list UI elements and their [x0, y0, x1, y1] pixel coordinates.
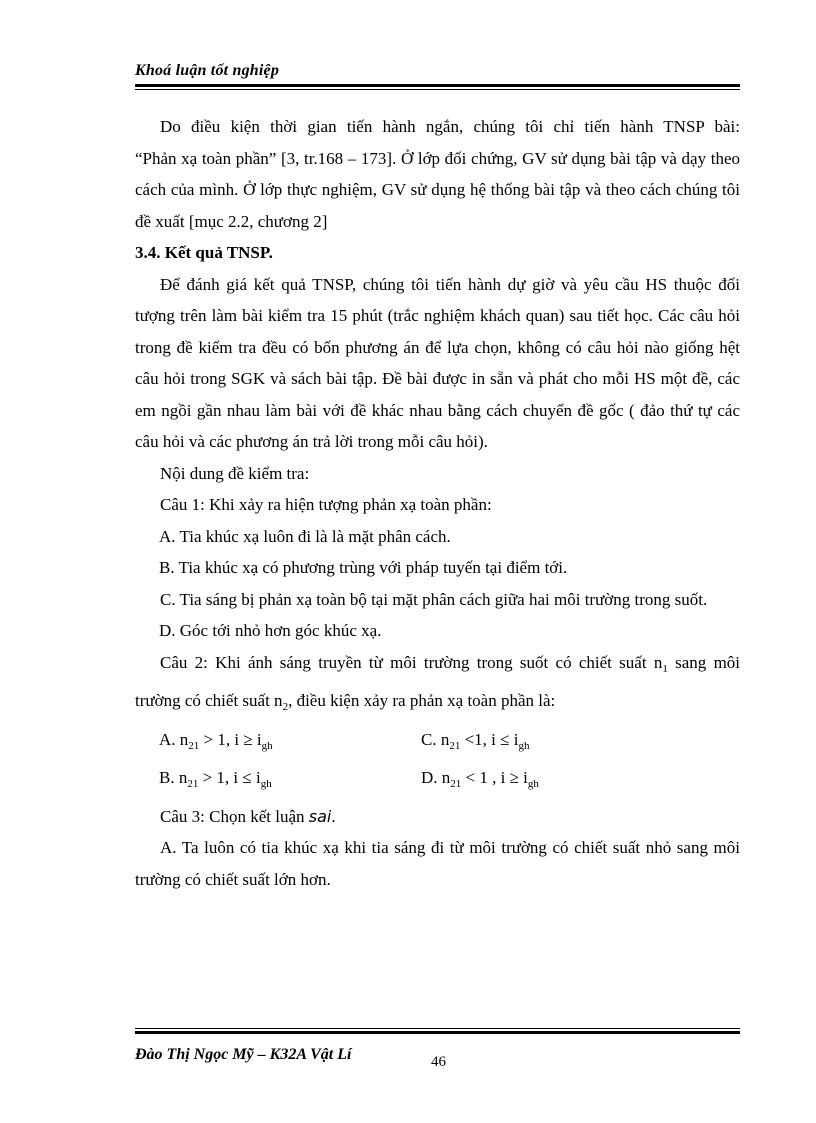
section-heading: 3.4. Kết quả TNSP.	[135, 243, 273, 262]
footer-author: Đào Thị Ngọc Mỹ – K32A Vật Lí	[135, 1046, 352, 1063]
q3-option-a: A. Ta luôn có tia khúc xạ khi tia sáng đi từ môi trường có chiết suất nhỏ sang môi trường có chiết suất lớn hơn.	[135, 838, 740, 889]
page-body	[135, 111, 740, 895]
q2-option-c: C. $n_{21} <1$, $i \le i_{gh}$	[421, 729, 530, 752]
header-rule-thin	[135, 89, 740, 90]
q2-options-row-1	[135, 724, 740, 763]
page-number: 46	[431, 1054, 446, 1070]
footer-rule-thin	[135, 1028, 740, 1029]
page-header	[135, 62, 740, 90]
question-2: Câu 2: Khi ánh sáng truyền từ môi trường trong suốt có chiết suất $n_1$ sang môi trường có chiết suất $n_2$, điều kiện xảy ra phản xạ toàn phần là:	[135, 652, 741, 713]
test-intro: Nội dung đề kiểm tra:	[160, 463, 310, 483]
intro-line-1: Do điều kiện thời gian tiến hành ngắn, chúng tôi chỉ tiến hành TNSP bài:	[160, 117, 740, 136]
q2-option-b: B. $n_{21} > 1$, $i \le i_{gh}$	[159, 768, 272, 790]
intro-paragraph: “Phản xạ toàn phần” [3, tr.168 – 173]. Ở lớp đối chứng, GV sử dụng bài tập và dạy theo cách của mình. Ở lớp thực nghiệm, GV sử dụng hệ thống bài tập và theo cách chúng tôi đề xuất [mục 2.2, chương 2]	[135, 148, 740, 231]
q2-options-row-2	[135, 762, 740, 801]
page-footer	[135, 1028, 740, 1070]
section-paragraph: Để đánh giá kết quả TNSP, chúng tôi tiến hành dự giờ và yêu cầu HS thuộc đối tượng trên làm bài kiểm tra 15 phút (trắc nghiệm khách quan) sau tiết học. Các câu hỏi trong đề kiểm tra đều có bốn phương án để lựa chọn, không có câu hỏi nào giống hệt câu hỏi trong SGK và sách bài tập. Đề bài được in sẵn và phát cho mỗi HS một đề, các em ngồi gần nhau làm bài với đề khác nhau bằng cách chuyển đề gốc ( đảo thứ tự các câu hỏi và các phương án trả lời trong mỗi câu hỏi).	[135, 274, 740, 451]
q2-option-a: A. $n_{21} > 1$, $i \ge i_{gh}$	[159, 729, 273, 752]
question-1: Câu 1: Khi xảy ra hiện tượng phản xạ toàn phần:	[160, 495, 492, 514]
q1-option-c: C. Tia sáng bị phản xạ toàn bộ tại mặt phân cách giữa hai môi trường trong suốt.	[160, 589, 708, 609]
q2-option-d: D. $n_{21} < 1$ , $i \ge i_{gh}$	[421, 768, 539, 790]
footer-rule-thick	[135, 1031, 740, 1034]
q1-option-b: B. Tia khúc xạ có phương trùng với pháp tuyến tại điểm tới.	[159, 558, 568, 577]
question-3: Câu 3: Chọn kết luận sai.	[160, 806, 336, 826]
header-title: Khoá luận tốt nghiệp	[135, 62, 280, 79]
q1-option-a: A. Tia khúc xạ luôn đi là là mặt phân cách.	[159, 526, 451, 546]
q1-option-d: D. Góc tới nhỏ hơn góc khúc xạ.	[159, 621, 382, 640]
header-rule-thick	[135, 84, 740, 87]
